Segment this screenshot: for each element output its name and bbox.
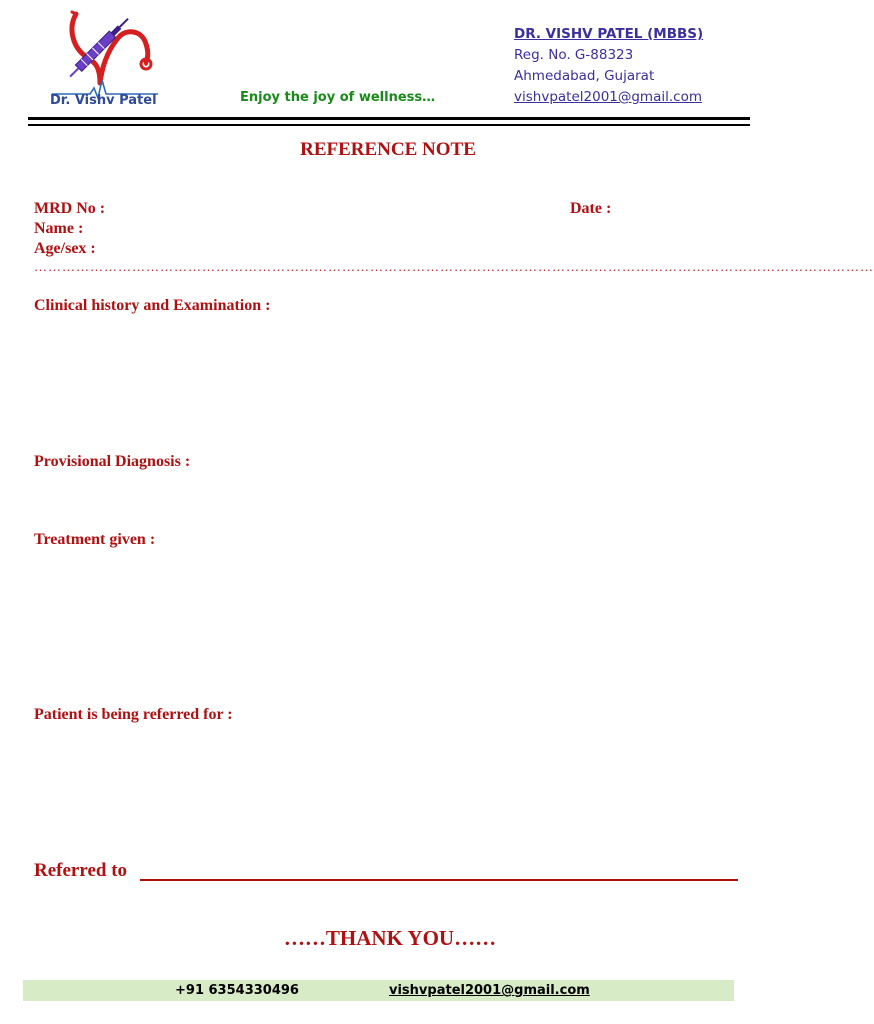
provisional-diagnosis-label: Provisional Diagnosis : [34, 453, 191, 470]
doctor-info [514, 24, 703, 108]
tagline: Enjoy the joy of wellness… [240, 90, 436, 105]
logo-text: Dr. Vishv Patel [50, 93, 157, 108]
clinical-history-label: Clinical history and Examination : [34, 297, 271, 314]
date-label: Date : [570, 200, 612, 217]
footer-phone: +91 6354330496 [175, 983, 299, 998]
thank-you-text: ……THANK YOU…… [283, 926, 497, 950]
footer-bar [23, 980, 734, 1001]
page-title: REFERENCE NOTE [300, 139, 476, 160]
referred-to-underline [140, 879, 738, 881]
doctor-location: Ahmedabad, Gujarat [514, 68, 655, 84]
doctor-email-link[interactable]: vishvpatel2001@gmail.com [514, 89, 702, 105]
age-sex-label: Age/sex : [34, 240, 96, 257]
name-label: Name : [34, 220, 84, 237]
header-divider-thin [28, 124, 750, 126]
registration-number: Reg. No. G-88323 [514, 47, 634, 63]
mrd-number-label: MRD No : [34, 200, 106, 217]
treatment-given-label: Treatment given : [34, 531, 156, 548]
referred-for-label: Patient is being referred for : [34, 706, 233, 723]
dotted-separator: ……………………………………………………………………………………………………………………………………………………………… [34, 259, 874, 274]
referred-to-label: Referred to [34, 860, 128, 881]
doctor-name: DR. VISHV PATEL (MBBS) [514, 26, 704, 42]
header-divider-thick [28, 117, 750, 120]
doctor-logo [50, 8, 160, 112]
stethoscope-logo-icon [50, 8, 160, 98]
footer-email-link[interactable]: vishvpatel2001@gmail.com [389, 983, 590, 998]
